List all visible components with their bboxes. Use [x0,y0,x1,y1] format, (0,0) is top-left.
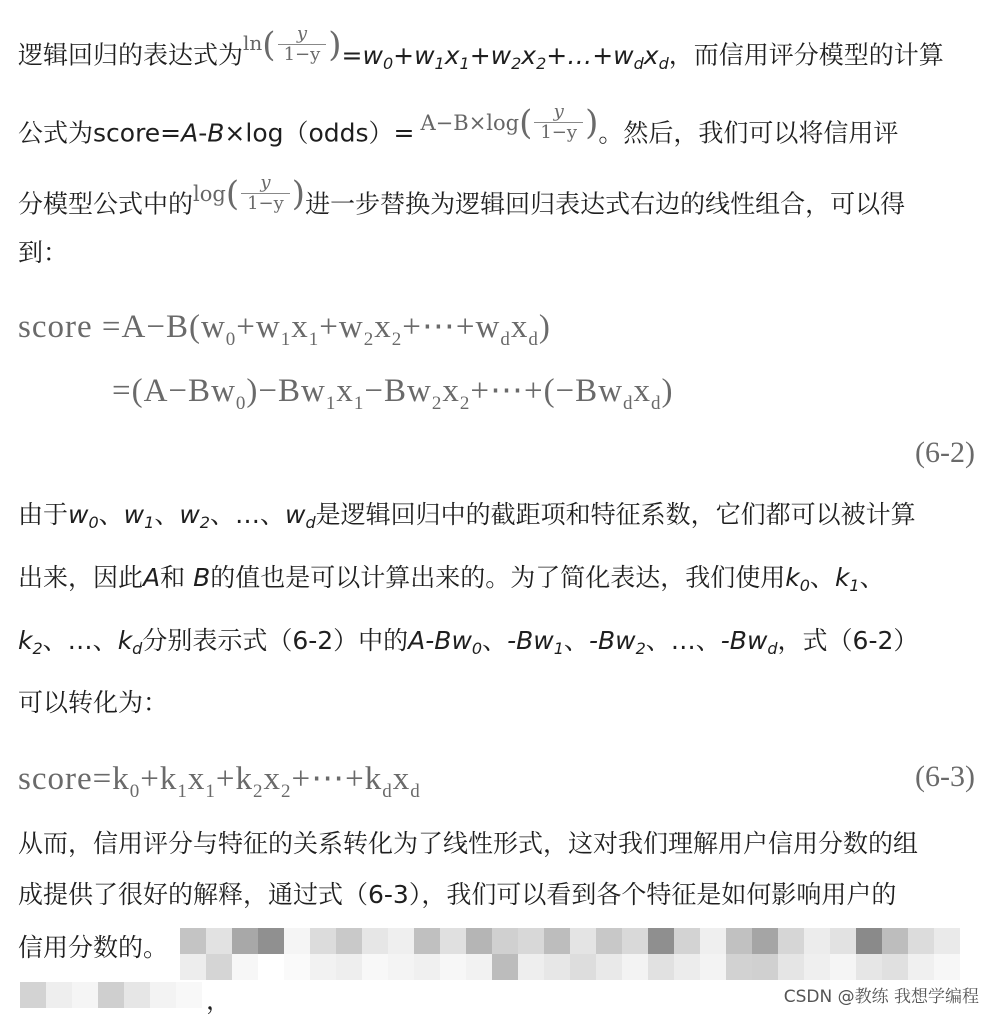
p1-line2: 公式为score=A-B×log（odds）= $^{A-B\times log}$( $\frac{y}{1-y}$ )。然后，我们可以将信用评 [18,101,899,148]
p1-line3: 分模型公式中的$^{log}$( $\frac{y}{1-y}$ )进一步替换为逻辑回归表达式右边的线性组合，可以得 [18,172,906,219]
p1-l1-prefix: 逻辑回归的表达式为 [18,40,244,70]
equation-number-6-3: (6-3) [915,760,975,793]
fraction-y-over-1-minus-y: $\frac{y}{1-y}$ [241,173,290,214]
redacted-text-blur-row3 [20,982,202,1008]
p1-line4: 到： [18,238,69,267]
p1-l1-suffix: ，而信用评分模型的计算 [668,40,944,70]
p3-line4-end: ， [206,986,232,1015]
ln-label: ln [243,30,263,55]
log-label: log [193,181,226,206]
score-formula-math: A−B×log [420,110,520,135]
p3-line2: 成提供了很好的解释，通过式（6-3），我们可以看到各个特征是如何影响用户的 [18,880,897,909]
p2-line4: 可以转化为： [18,688,169,717]
p3-line1: 从而，信用评分与特征的关系转化为了线性形式，这对我们理解用户信用分数的组 [18,829,919,858]
fraction-y-over-1-minus-y: $\frac{y}{1-y}$ [278,24,327,65]
equation-6-2-row2: $=(A-Bw_0)-Bw_1x_1-Bw_2x_2+\cdots+(-Bw_dx_d)$ [112,373,674,414]
equation-number-6-2: (6-2) [915,436,975,469]
p1-line1: 逻辑回归的表达式为$^{ln}$( $\frac{y}{1-y}$ )$=w_0+w_1x_1+w_2x_2+\dots+w_dx_d$，而信用评分模型的计算 [18,23,944,73]
redacted-text-blur [180,928,960,954]
linear-sum: $=w_0+w_1x_1+w_2x_2+\dots+w_dx_d$ [341,40,669,73]
p2-line2: 出来，因此A和 B的值也是可以计算出来的。为了简化表达，我们使用$k_0$、$k_1$、 [18,563,885,595]
p2-line3: $k_2$、…、$k_d$分别表示式（6-2）中的$A-Bw_0$、$-Bw_1$、$-Bw_2$、…、$-Bw_d$，式（6-2） [18,626,919,658]
redacted-text-blur-row2 [180,954,960,980]
equation-6-2-row1: score $=A-B(w_0+w_1x_1+w_2x_2+\cdots+w_dx_d)$ [18,309,551,350]
p3-line3: 信用分数的。 [18,933,169,962]
p2-line1: 由于$w_0$、$w_1$、$w_2$、…、$w_d$是逻辑回归中的截距项和特征系数，它们都可以被计算 [18,500,916,532]
fraction-y-over-1-minus-y: $\frac{y}{1-y}$ [534,102,583,143]
csdn-watermark: CSDN @教练 我想学编程 [783,987,979,1007]
equation-6-3: $score=k_0+k_1x_1+k_2x_2+\cdots+k_dx_d$ [18,761,421,802]
